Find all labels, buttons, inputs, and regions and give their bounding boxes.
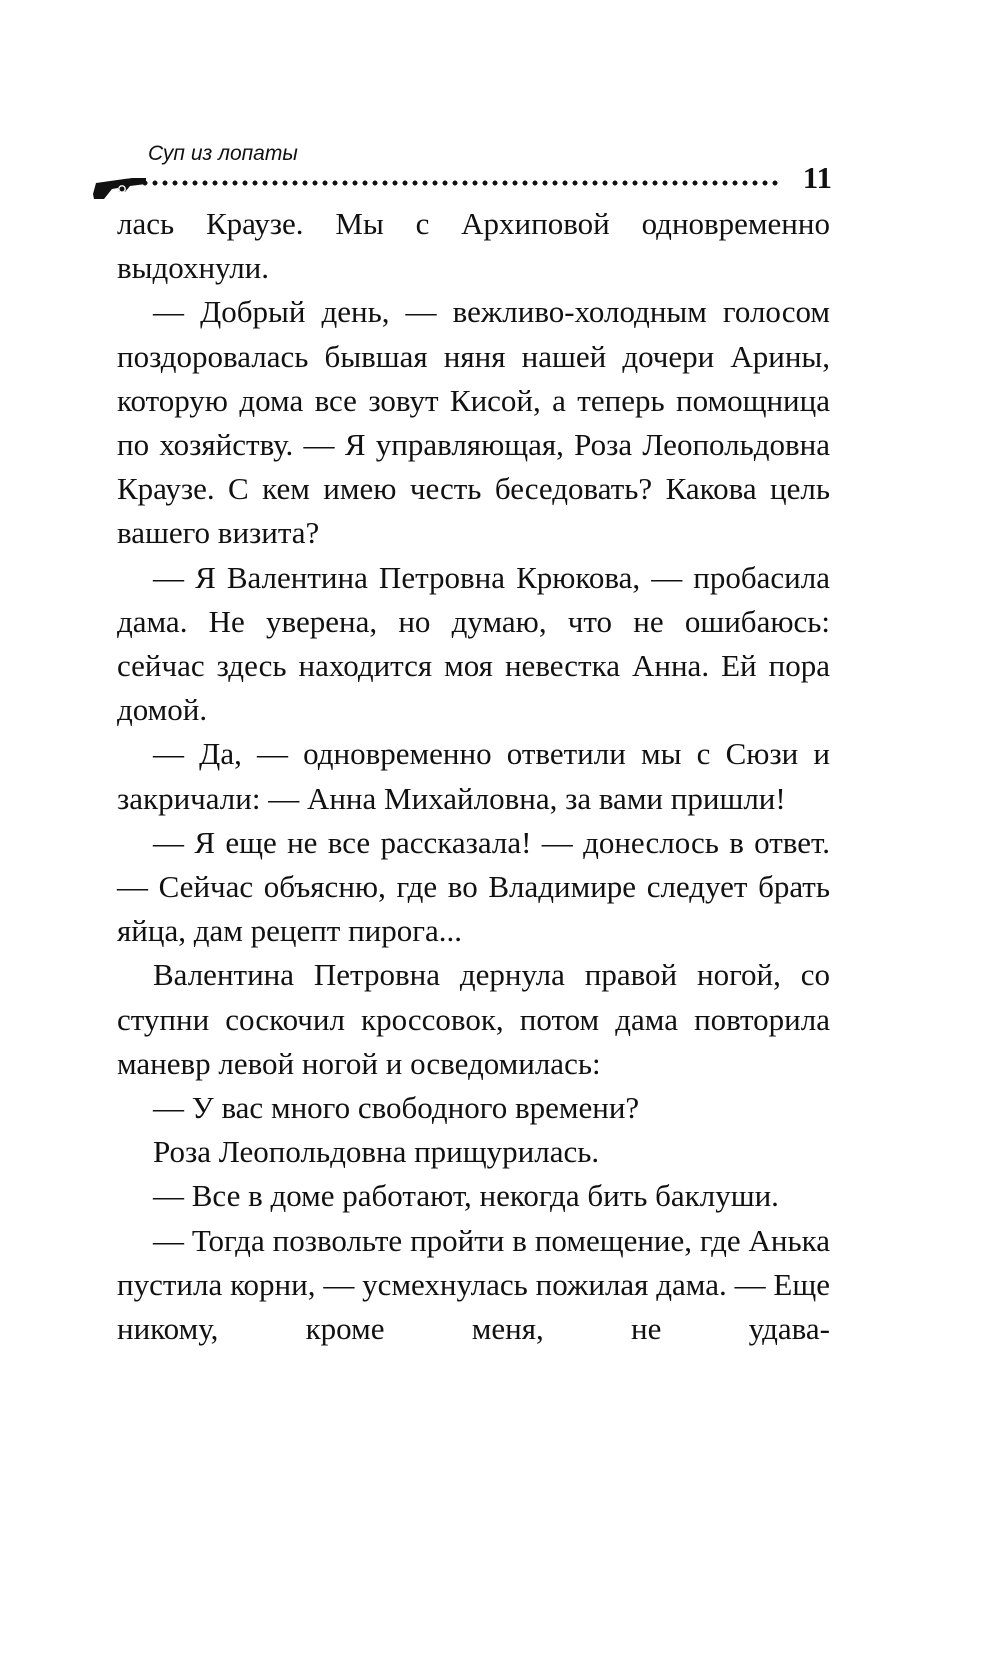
paragraph: Валентина Петровна дернула правой ногой, со ступни соскочил кроссовок, потом дама повторила маневр левой ногой и осведомилась: bbox=[117, 957, 830, 1081]
paragraph: Роза Леопольдовна прищурилась. bbox=[153, 1134, 600, 1170]
page-number: 11 bbox=[802, 160, 832, 195]
paragraph: — Добрый день, — вежливо-холодным голосом поздоровалась бывшая няня нашей дочери Арины, которую дома все зовут Кисой, а теперь помощница по хозяйству. — Я управляющая, Роза Леопольдовна Краузе. С кем имею честь беседовать? Какова цель вашего визита? bbox=[117, 294, 830, 551]
paragraph: — Тогда позвольте пройти в помещение, где Анька пустила корни, — усмехнулась пожилая дама. — Еще никому, кроме меня, не удава- bbox=[117, 1222, 830, 1347]
paragraph: — У вас много свободного времени? bbox=[153, 1090, 640, 1126]
paragraph: — Все в доме работают, некогда бить баклуши. bbox=[153, 1178, 779, 1214]
paragraph: — Я еще не все рассказала! — донеслось в ответ. — Сейчас объясню, где во Владимире следует брать яйца, дам рецепт пирога... bbox=[117, 824, 830, 949]
paragraph: — Да, — одновременно ответили мы с Сюзи и закричали: — Анна Михайловна, за вами пришли! bbox=[117, 736, 830, 816]
body-text bbox=[117, 202, 830, 1351]
paragraph: лась Краузе. Мы с Архиповой одновременно выдохнули. bbox=[117, 206, 830, 286]
running-title: Суп из лопаты bbox=[148, 142, 298, 165]
dotted-leader bbox=[140, 180, 778, 186]
paragraph: — Я Валентина Петровна Крюкова, — пробасила дама. Не уверена, но думаю, что не ошибаюсь: сейчас здесь находится моя невестка Анна. Ей пора домой. bbox=[117, 559, 830, 728]
header-rule bbox=[92, 158, 832, 198]
